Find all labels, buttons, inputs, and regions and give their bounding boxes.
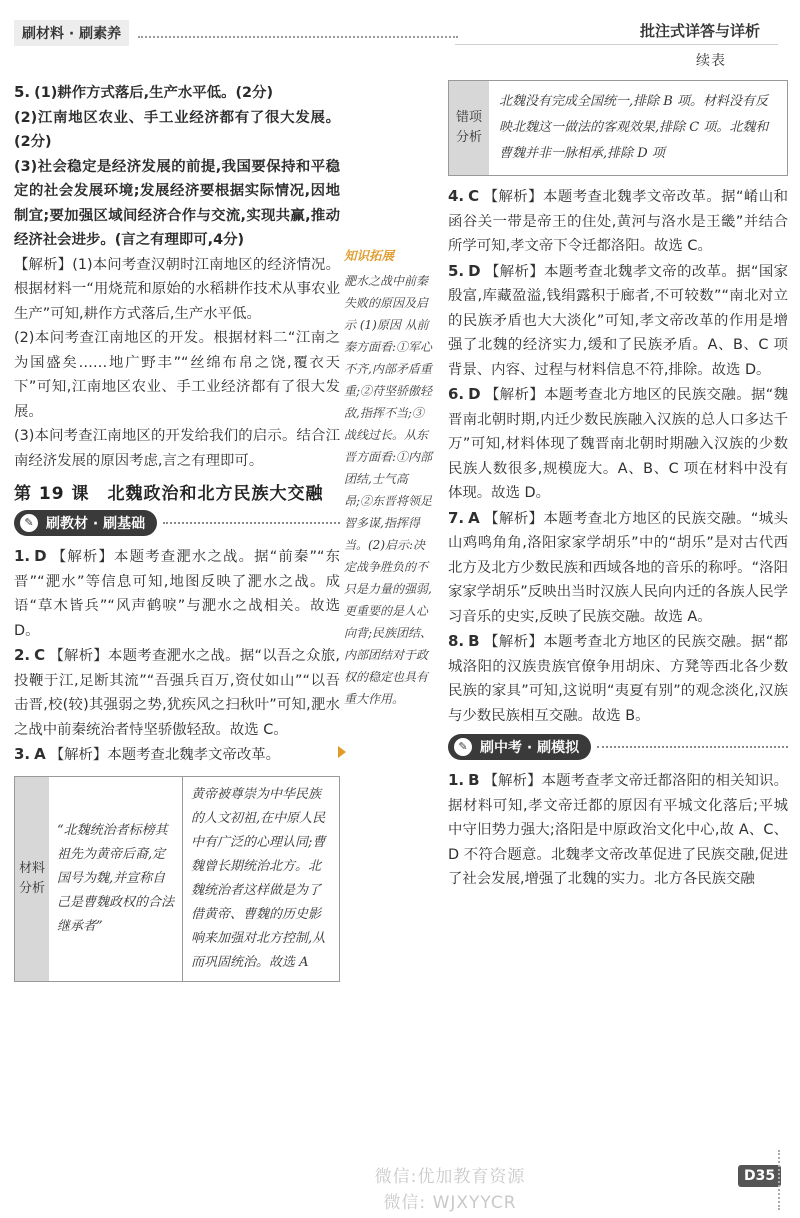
sidebar-text: 淝水之战中前秦失败的原因及启示 (1)原因 从前秦方面看:①军心不齐,内部矛盾重重;②苻坚骄傲轻敌,指挥不当;③战线过长。从东晋方面看:①内部团结,士气高昂;②东晋将领足智多谋,指挥得当。(2)启示:决定战争胜负的不只是力量的强弱,更重要的是人心向背;民族团结、内部团结对于政权的稳定也具有重大作用。 <box>344 274 433 706</box>
watermark-2: 微信: WJXYYCR <box>383 1193 517 1213</box>
exam-item-1: 1. B 【解析】本题考查孝文帝迁都洛阳的相关知识。据材料可知,孝文帝迁都的原因有平城文化落后;平城中守旧势力强大;洛阳是中原政治文化中心,故 A、C、D 不符合题意。北魏孝文帝改革促进了民族交融,促进了社会发展,增强了北魏的实力。北方各民族交融 <box>448 771 788 887</box>
watermark-1: 微信:优加教育资源 <box>374 1167 526 1187</box>
q5-analysis-3: (3)本问考查江南地区的开发给我们的启示。结合江南经济发展的原因考虑,言之有理即可。 <box>14 428 340 469</box>
item-1: 1. D 【解析】本题考查淝水之战。据“前秦”“东晋”“淝水”等信息可知,地图反映了淝水之战。成语“草木皆兵”“风声鹤唳”与淝水之战相关。故选 D。 <box>14 547 340 639</box>
page-number: D35 <box>738 1165 781 1187</box>
item-5: 5. D 【解析】本题考查北魏孝文帝的改革。据“国家殷富,库藏盈溢,钱绢露积于廊者,不可较数”“南北对立的民族矛盾也大大淡化”可知,孝文帝改革的作用是增强了北魏的经济实力,缓和了民族矛盾。A、B、C 项背景、内容、过程与材料信息不符,排除。故选 D。 <box>448 261 788 378</box>
q5-analysis-2: (2)本问考查江南地区的开发。根据材料二“江南之为国盛矣……地广野丰”“丝绵布帛之饶,覆衣天下”可知,江南地区农业、手工业经济都有了很大发展。 <box>14 330 340 420</box>
arrow-icon <box>338 746 346 758</box>
item-3: 3. A 【解析】本题考查北魏孝文帝改革。 <box>14 745 281 763</box>
q5-number: 5. <box>14 83 31 101</box>
material-analysis-table <box>14 776 340 982</box>
banner-basic <box>14 510 340 536</box>
banner-exam <box>448 734 788 760</box>
right-column <box>448 80 788 892</box>
wrong-option-box <box>448 80 788 176</box>
item-4: 4. C 【解析】本题考查北魏孝文帝改革。据“崤山和函谷关一带是帝王的住处,黄河与洛水是王畿”并结合所学可知,孝文帝下令迁都洛阳。故选 C。 <box>448 187 788 254</box>
item-8: 8. B 【解析】本题考查北方地区的民族交融。据“都城洛阳的汉族贵族官僚争用胡床、方凳等西北各少数民族的家具”可知,这说明“夷夏有别”的观念淡化,汉族与少数民族相互交融。故选 B。 <box>448 632 788 724</box>
item-2: 2. C 【解析】本题考查淝水之战。据“以吾之众旅,投鞭于江,足断其流”“吾强兵百万,资仗如山”“以吾击晋,校(较)其强弱之势,犹疾风之扫秋叶”可知,淝水之战中前秦统治者恃坚骄傲轻敌。故选 C。 <box>14 646 340 738</box>
banner-pill: ✎ 刷中考 · 刷模拟 <box>448 734 591 760</box>
knowledge-sidebar <box>344 246 434 710</box>
item-7: 7. A 【解析】本题考查北方地区的民族交融。“城头山鸡鸣角角,洛阳家家学胡乐”中的“胡乐”是对古代西北方及北方少数民族和西域各地的音乐的称呼。“洛阳家家学胡乐”反映出当时汉族人民向内迁的各族人民学习音乐的史实,反映了民族交融。故选 A。 <box>448 508 788 625</box>
page-edge-dots <box>778 1150 780 1210</box>
q5-answer-2: (2)江南地区农业、手工业经济都有了很大发展。(2分) <box>14 109 340 150</box>
table-material: “北魏统治者标榜其祖先为黄帝后裔,定国号为魏,并宣称自己是曹魏政权的合法继承者” <box>49 777 183 981</box>
q5-answer-3: (3)社会稳定是经济发展的前提,我国要保持和平稳定的社会发展环境;发展经济要根据实际情况,因地制宜;要加强区域间经济合作与交流,实现共赢,推动经济社会进步。(言之有理即可,4分) <box>14 158 340 248</box>
page-header-title: 批注式详答与详析 <box>639 22 760 40</box>
banner-dots <box>163 522 340 524</box>
q5-analysis-1: 【解析】(1)本问考查汉朝时江南地区的经济情况。根据材料一“用烧荒和原始的水稻耕作技术从事农业生产”可知,耕作方式落后,生产水平低。 <box>14 256 340 322</box>
wrong-label: 错项分析 <box>449 81 489 175</box>
book-icon: ✎ <box>18 512 40 534</box>
wrong-text: 北魏没有完成全国统一,排除 B 项。材料没有反映北魏这一做法的客观效果,排除 C 项。北魏和曹魏并非一脉相承,排除 D 项 <box>499 94 769 161</box>
section-tab: 刷材料 · 刷素养 <box>14 20 129 46</box>
left-column <box>14 80 340 982</box>
item-6: 6. D 【解析】本题考查北方地区的民族交融。据“魏晋南北朝时期,内迁少数民族融入汉族的总人口多达千万”可知,材料体现了魏晋南北朝时期融入汉族的少数民族人数很多,规模庞大。A、B、C 项在材料中没有体现。故选 D。 <box>448 385 788 501</box>
table-label: 材料分析 <box>15 777 49 981</box>
sidebar-title: 知识拓展 <box>344 248 395 263</box>
book-icon: ✎ <box>452 736 474 758</box>
banner-dots <box>597 746 788 748</box>
table-analysis: 黄帝被尊崇为中华民族的人文初祖,在中原人民中有广泛的心理认同;曹魏曾长期统治北方。北魏统治者这样做是为了借黄帝、曹魏的历史影响来加强对北方控制,从而巩固统治。故选 A <box>191 786 326 970</box>
lesson-title: 第 19 课 北魏政治和北方民族大交融 <box>14 484 324 504</box>
continued-label: 续表 <box>696 53 726 69</box>
q5-answer-1: 5. (1)耕作方式落后,生产水平低。(2分) <box>14 83 274 101</box>
banner-pill: ✎ 刷教材 · 刷基础 <box>14 510 157 536</box>
header-rule <box>455 44 778 45</box>
header-divider <box>138 36 458 38</box>
